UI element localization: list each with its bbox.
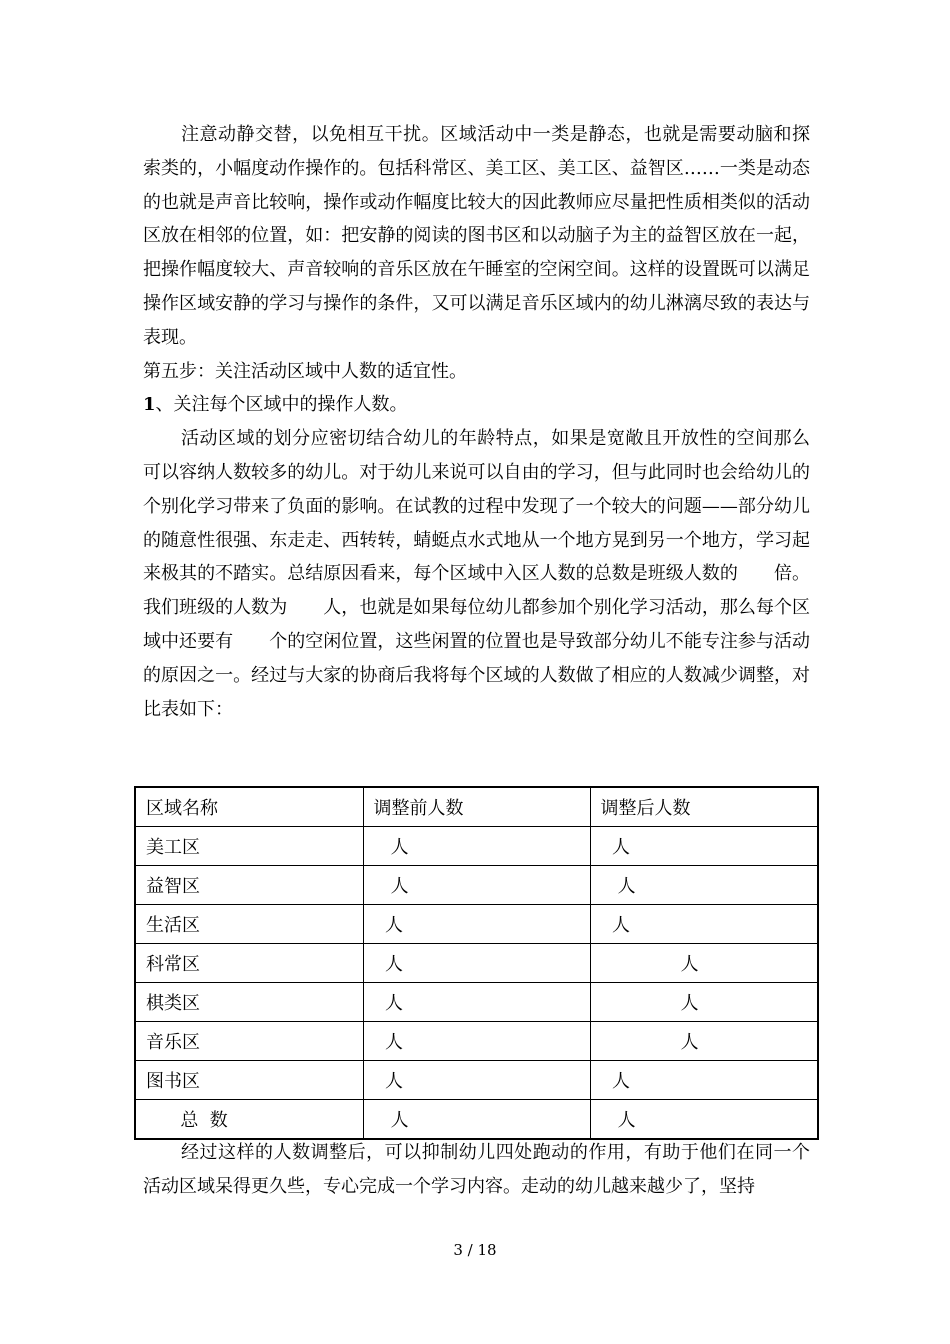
table-header-row (135, 787, 818, 827)
subheading-text: 、关注每个区域中的操作人数。 (155, 394, 408, 416)
paragraph-adjustment-result: 经过这样的人数调整后，可以抑制幼儿四处跑动的作用，有助于他们在同一个活动区域呆得更久些，专心完成一个学习内容。走动的幼儿越来越少了，坚持 (143, 1142, 810, 1197)
paragraph-static-dynamic: 注意动静交替，以免相互干扰。区域活动中一类是静态，也就是需要动脑和探索类的，小幅度动作操作的。包括科常区、美工区、美工区、益智区……一类是动态的也就是声音比较响，操作或动作幅度比较大的因此教师应尽量把性质相类似的活动区放在相邻的位置，如：把安静的阅读的图书区和以动脑子为主的益智区放在一起，把操作幅度较大、声音较响的音乐区放在午睡室的空闲空间。这样的设置既可以满足操作区域安静的学习与操作的条件，又可以满足音乐区域内的幼儿淋漓尽致的表达与表现。 (143, 124, 810, 348)
table-cell-after: 人 (590, 905, 818, 944)
table-cell-after: 人 (590, 983, 818, 1022)
table-row (135, 905, 818, 944)
table-cell-before: 人 (363, 944, 590, 983)
table-cell-before: 人 (363, 866, 590, 905)
comparison-table (134, 786, 819, 1140)
table-cell-before: 人 (363, 983, 590, 1022)
table-cell-before: 人 (363, 905, 590, 944)
page-number: 3 / 18 (453, 1241, 497, 1259)
table-total-row (135, 1100, 818, 1140)
table-cell-area: 图书区 (135, 1061, 363, 1100)
table-row (135, 983, 818, 1022)
table-cell-before: 人 (363, 1022, 590, 1061)
subheading-number: 1 (143, 394, 156, 416)
table-cell-before: 人 (363, 1061, 590, 1100)
table-cell-area: 益智区 (135, 866, 363, 905)
table-row (135, 1061, 818, 1100)
table-cell-after: 人 (590, 1022, 818, 1061)
step-five-heading: 第五步：关注活动区域中人数的适宜性。 (143, 360, 467, 382)
table-cell-area: 科常区 (135, 944, 363, 983)
table-cell-area: 美工区 (135, 827, 363, 866)
document-body-continued (143, 1136, 810, 1204)
subheading-operation-count (143, 388, 810, 422)
table-cell-before: 人 (363, 1100, 590, 1140)
table-cell-area: 音乐区 (135, 1022, 363, 1061)
table-row (135, 1022, 818, 1061)
table-row (135, 866, 818, 905)
table-row (135, 827, 818, 866)
table-cell-after: 人 (590, 944, 818, 983)
table-header-cell: 区域名称 (135, 787, 363, 827)
table-header-cell: 调整前人数 (363, 787, 590, 827)
table-cell-total-label: 总 数 (135, 1100, 363, 1140)
table-row (135, 944, 818, 983)
table-cell-after: 人 (590, 1061, 818, 1100)
table-cell-area: 棋类区 (135, 983, 363, 1022)
document-body (143, 118, 810, 726)
table-header-cell: 调整后人数 (590, 787, 818, 827)
table-cell-after: 人 (590, 866, 818, 905)
table-cell-after: 人 (590, 1100, 818, 1140)
table-cell-before: 人 (363, 827, 590, 866)
table-cell-area: 生活区 (135, 905, 363, 944)
table-cell-after: 人 (590, 827, 818, 866)
paragraph-area-size: 活动区域的划分应密切结合幼儿的年龄特点，如果是宽敞且开放性的空间那么可以容纳人数较多的幼儿。对于幼儿来说可以自由的学习，但与此同时也会给幼儿的个别化学习带来了负面的影响。在试教的过程中发现了一个较大的问题——部分幼儿的随意性很强、东走走、西转转，蜻蜓点水式地从一个地方晃到另一个地方，学习起来极其的不踏实。总结原因看来，每个区域中入区人数的总数是班级人数的 倍。我们班级的人数为 人，也就是如果每位幼儿都参加个别化学习活动，那么每个区域中还要有 个的空闲位置，这些闲置的位置也是导致部分幼儿不能专注参与活动的原因之一。经过与大家的协商后我将每个区域的人数做了相应的人数减少调整，对比表如下： (143, 428, 810, 720)
